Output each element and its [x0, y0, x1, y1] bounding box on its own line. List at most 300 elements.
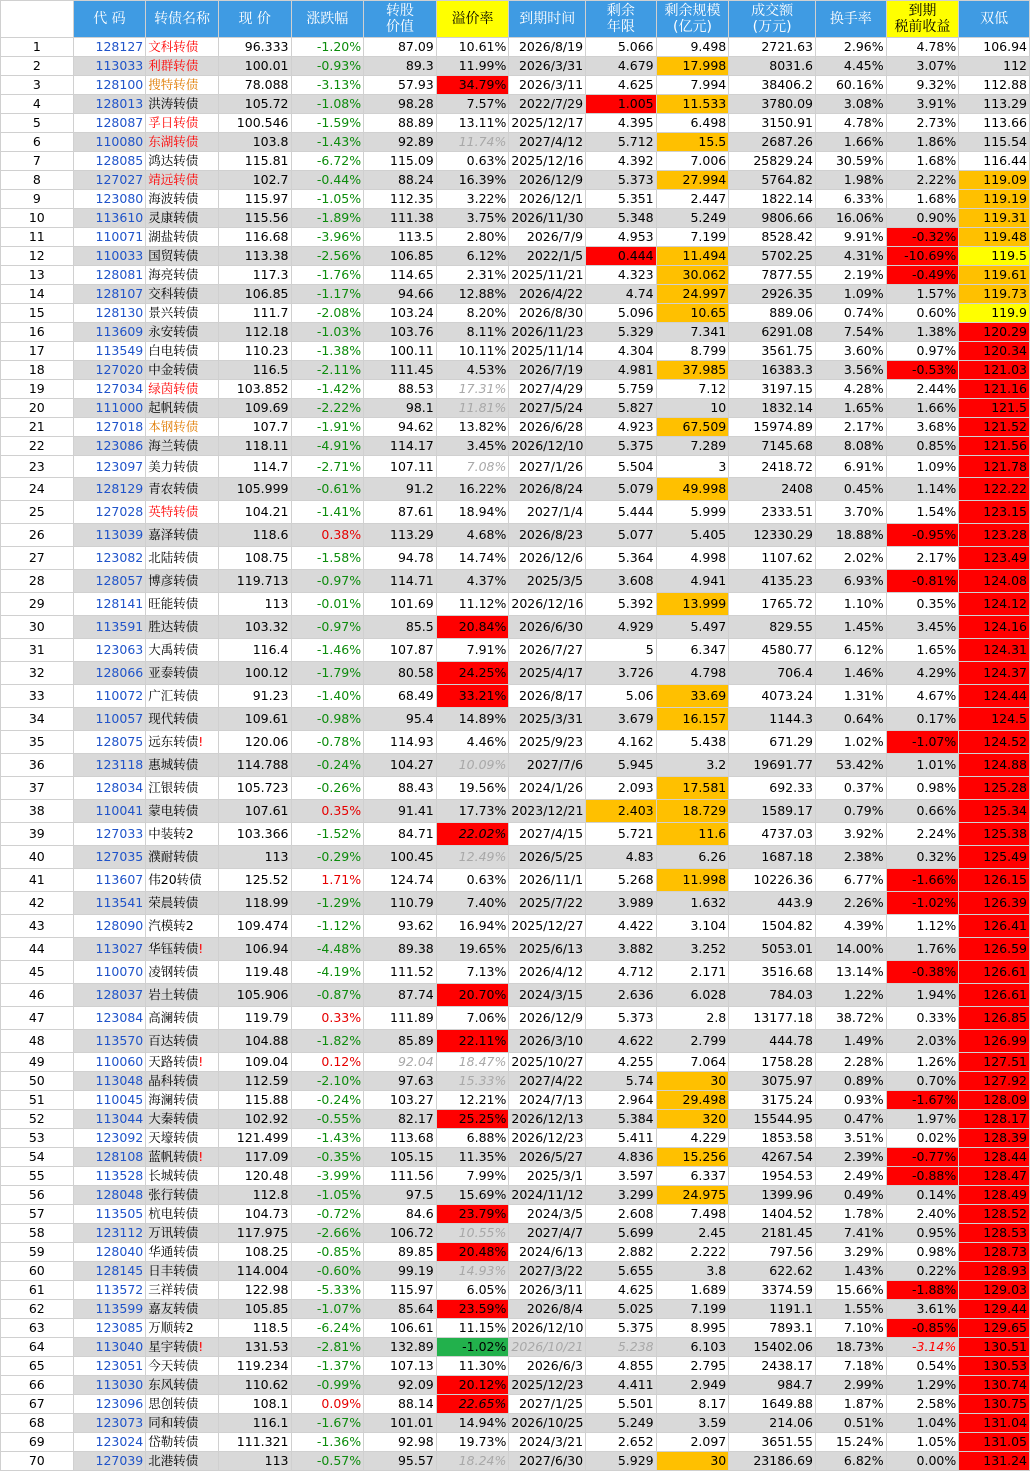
bond-name[interactable] — [146, 1091, 219, 1110]
change-pct[interactable]: 0.33% — [291, 1007, 364, 1030]
remaining-scale[interactable]: 4.798 — [656, 662, 729, 685]
remaining-years[interactable]: 2.652 — [586, 1433, 657, 1452]
change-pct[interactable]: -0.35% — [291, 1148, 364, 1167]
turnover-amount[interactable]: 2438.17 — [729, 1357, 816, 1376]
price[interactable]: 115.56 — [218, 209, 291, 228]
premium-rate[interactable]: 17.73% — [436, 800, 509, 823]
remaining-years[interactable]: 2.093 — [586, 777, 657, 800]
premium-rate[interactable]: 10.11% — [436, 342, 509, 361]
change-pct[interactable]: -1.43% — [291, 133, 364, 152]
change-pct[interactable]: -3.13% — [291, 76, 364, 95]
bond-code[interactable]: 128034 — [73, 777, 146, 800]
change-pct[interactable]: 0.09% — [291, 1395, 364, 1414]
ytm-pretax[interactable]: 1.66% — [886, 399, 959, 418]
maturity-date[interactable]: 2027/1/26 — [509, 456, 586, 478]
turnover-rate[interactable]: 9.91% — [816, 228, 887, 247]
maturity-date[interactable]: 2026/8/17 — [509, 685, 586, 708]
bond-name[interactable] — [146, 1224, 219, 1243]
table-row[interactable] — [1, 1148, 1030, 1167]
turnover-rate[interactable]: 3.92% — [816, 823, 887, 846]
turnover-amount[interactable]: 444.78 — [729, 1030, 816, 1053]
remaining-years[interactable]: 5.066 — [586, 38, 657, 57]
premium-rate[interactable]: 18.47% — [436, 1053, 509, 1072]
table-row[interactable] — [1, 1110, 1030, 1129]
remaining-years[interactable]: 2.964 — [586, 1091, 657, 1110]
turnover-amount[interactable]: 3197.15 — [729, 380, 816, 399]
premium-rate[interactable]: 14.74% — [436, 547, 509, 570]
remaining-years[interactable]: 5.655 — [586, 1262, 657, 1281]
bond-name[interactable] — [146, 152, 219, 171]
turnover-amount[interactable]: 7893.1 — [729, 1319, 816, 1338]
change-pct[interactable]: -0.97% — [291, 616, 364, 639]
bond-name[interactable] — [146, 285, 219, 304]
turnover-amount[interactable]: 8528.42 — [729, 228, 816, 247]
price[interactable]: 110.62 — [218, 1376, 291, 1395]
double-low[interactable]: 130.53 — [959, 1357, 1030, 1376]
turnover-rate[interactable]: 2.02% — [816, 547, 887, 570]
bond-name[interactable] — [146, 1148, 219, 1167]
remaining-years[interactable]: 3.679 — [586, 708, 657, 731]
maturity-date[interactable]: 2024/1/26 — [509, 777, 586, 800]
bond-code[interactable]: 113505 — [73, 1205, 146, 1224]
bond-name[interactable] — [146, 456, 219, 478]
bond-name[interactable] — [146, 1433, 219, 1452]
price[interactable]: 125.52 — [218, 869, 291, 892]
bond-name[interactable] — [146, 984, 219, 1007]
premium-rate[interactable]: 11.12% — [436, 593, 509, 616]
turnover-rate[interactable]: 6.33% — [816, 190, 887, 209]
remaining-scale[interactable]: 49.998 — [656, 478, 729, 501]
table-row[interactable] — [1, 1072, 1030, 1091]
bond-name[interactable] — [146, 209, 219, 228]
turnover-rate[interactable]: 0.47% — [816, 1110, 887, 1129]
remaining-scale[interactable]: 3.104 — [656, 915, 729, 938]
table-row[interactable] — [1, 501, 1030, 524]
bond-name[interactable] — [146, 418, 219, 437]
ytm-pretax[interactable]: 3.45% — [886, 616, 959, 639]
conversion-value[interactable]: 99.19 — [364, 1262, 437, 1281]
turnover-amount[interactable]: 23186.69 — [729, 1452, 816, 1471]
remaining-years[interactable]: 5.827 — [586, 399, 657, 418]
remaining-years[interactable]: 4.392 — [586, 152, 657, 171]
ytm-pretax[interactable]: 0.70% — [886, 1072, 959, 1091]
bond-name[interactable] — [146, 800, 219, 823]
remaining-scale[interactable]: 6.028 — [656, 984, 729, 1007]
ytm-pretax[interactable]: 2.40% — [886, 1205, 959, 1224]
bond-code[interactable]: 127027 — [73, 171, 146, 190]
ytm-pretax[interactable]: -0.95% — [886, 524, 959, 547]
conversion-value[interactable]: 92.89 — [364, 133, 437, 152]
conversion-value[interactable]: 100.45 — [364, 846, 437, 869]
premium-rate[interactable]: 10.61% — [436, 38, 509, 57]
ytm-pretax[interactable]: 3.68% — [886, 418, 959, 437]
maturity-date[interactable]: 2025/12/23 — [509, 1376, 586, 1395]
maturity-date[interactable]: 2026/11/23 — [509, 323, 586, 342]
double-low[interactable]: 123.28 — [959, 524, 1030, 547]
remaining-years[interactable]: 2.636 — [586, 984, 657, 1007]
remaining-scale[interactable]: 2.097 — [656, 1433, 729, 1452]
maturity-date[interactable]: 2026/6/3 — [509, 1357, 586, 1376]
double-low[interactable]: 123.15 — [959, 501, 1030, 524]
premium-rate[interactable]: 11.35% — [436, 1148, 509, 1167]
remaining-scale[interactable]: 5.497 — [656, 616, 729, 639]
premium-rate[interactable]: 7.40% — [436, 892, 509, 915]
table-row[interactable] — [1, 228, 1030, 247]
maturity-date[interactable]: 2027/4/29 — [509, 380, 586, 399]
remaining-scale[interactable]: 2.799 — [656, 1030, 729, 1053]
conversion-value[interactable]: 94.62 — [364, 418, 437, 437]
remaining-scale[interactable]: 6.498 — [656, 114, 729, 133]
bond-name[interactable] — [146, 304, 219, 323]
bond-name[interactable] — [146, 1357, 219, 1376]
bond-name[interactable] — [146, 1205, 219, 1224]
double-low[interactable]: 126.39 — [959, 892, 1030, 915]
change-pct[interactable]: -5.33% — [291, 1281, 364, 1300]
double-low[interactable]: 128.17 — [959, 1110, 1030, 1129]
double-low[interactable]: 119.19 — [959, 190, 1030, 209]
premium-rate[interactable]: 0.63% — [436, 152, 509, 171]
turnover-rate[interactable]: 3.29% — [816, 1243, 887, 1262]
bond-code[interactable]: 113027 — [73, 938, 146, 961]
table-row[interactable] — [1, 593, 1030, 616]
table-row[interactable] — [1, 846, 1030, 869]
premium-rate[interactable]: 4.53% — [436, 361, 509, 380]
change-pct[interactable]: -1.07% — [291, 1300, 364, 1319]
turnover-rate[interactable]: 0.64% — [816, 708, 887, 731]
remaining-scale[interactable]: 5.999 — [656, 501, 729, 524]
turnover-amount[interactable]: 1853.58 — [729, 1129, 816, 1148]
premium-rate[interactable]: 2.80% — [436, 228, 509, 247]
turnover-amount[interactable]: 1107.62 — [729, 547, 816, 570]
remaining-years[interactable]: 5.375 — [586, 1319, 657, 1338]
table-row[interactable] — [1, 152, 1030, 171]
premium-rate[interactable]: 11.15% — [436, 1319, 509, 1338]
bond-code[interactable]: 128145 — [73, 1262, 146, 1281]
double-low[interactable]: 125.38 — [959, 823, 1030, 846]
maturity-date[interactable]: 2025/7/22 — [509, 892, 586, 915]
conversion-value[interactable]: 89.38 — [364, 938, 437, 961]
ytm-pretax[interactable]: 1.76% — [886, 938, 959, 961]
premium-rate[interactable]: 19.56% — [436, 777, 509, 800]
price[interactable]: 109.474 — [218, 915, 291, 938]
double-low[interactable]: 131.04 — [959, 1414, 1030, 1433]
ytm-pretax[interactable]: 1.09% — [886, 456, 959, 478]
price[interactable]: 102.7 — [218, 171, 291, 190]
ytm-pretax[interactable]: 0.85% — [886, 437, 959, 456]
turnover-rate[interactable]: 1.66% — [816, 133, 887, 152]
turnover-amount[interactable]: 1649.88 — [729, 1395, 816, 1414]
remaining-years[interactable]: 3.882 — [586, 938, 657, 961]
turnover-amount[interactable]: 1504.82 — [729, 915, 816, 938]
premium-rate[interactable]: 17.31% — [436, 380, 509, 399]
turnover-rate[interactable]: 1.98% — [816, 171, 887, 190]
price[interactable]: 105.72 — [218, 95, 291, 114]
maturity-date[interactable]: 2027/6/30 — [509, 1452, 586, 1471]
remaining-years[interactable]: 1.005 — [586, 95, 657, 114]
turnover-amount[interactable]: 15974.89 — [729, 418, 816, 437]
bond-code[interactable]: 127033 — [73, 823, 146, 846]
conversion-value[interactable]: 89.3 — [364, 57, 437, 76]
change-pct[interactable]: -1.67% — [291, 1414, 364, 1433]
turnover-amount[interactable]: 2687.26 — [729, 133, 816, 152]
ytm-pretax[interactable]: 1.68% — [886, 190, 959, 209]
bond-code[interactable]: 111000 — [73, 399, 146, 418]
remaining-scale[interactable]: 30 — [656, 1072, 729, 1091]
conversion-value[interactable]: 113.29 — [364, 524, 437, 547]
remaining-scale[interactable]: 8.799 — [656, 342, 729, 361]
header-turnover-rate[interactable]: 换手率 — [816, 1, 887, 38]
turnover-amount[interactable]: 797.56 — [729, 1243, 816, 1262]
bond-code[interactable]: 128057 — [73, 570, 146, 593]
change-pct[interactable]: -1.03% — [291, 323, 364, 342]
conversion-value[interactable]: 110.79 — [364, 892, 437, 915]
bond-name[interactable] — [146, 915, 219, 938]
maturity-date[interactable]: 2026/6/30 — [509, 616, 586, 639]
maturity-date[interactable]: 2026/12/13 — [509, 1110, 586, 1129]
price[interactable]: 116.4 — [218, 639, 291, 662]
turnover-amount[interactable]: 2333.51 — [729, 501, 816, 524]
turnover-rate[interactable]: 6.77% — [816, 869, 887, 892]
conversion-value[interactable]: 106.61 — [364, 1319, 437, 1338]
table-row[interactable] — [1, 823, 1030, 846]
ytm-pretax[interactable]: -10.69% — [886, 247, 959, 266]
premium-rate[interactable]: 11.30% — [436, 1357, 509, 1376]
premium-rate[interactable]: 11.74% — [436, 133, 509, 152]
bond-name[interactable] — [146, 478, 219, 501]
bond-name[interactable] — [146, 1262, 219, 1281]
change-pct[interactable]: -0.44% — [291, 171, 364, 190]
double-low[interactable]: 126.99 — [959, 1030, 1030, 1053]
remaining-years[interactable]: 5.329 — [586, 323, 657, 342]
premium-rate[interactable]: 22.02% — [436, 823, 509, 846]
double-low[interactable]: 131.05 — [959, 1433, 1030, 1452]
maturity-date[interactable]: 2026/10/25 — [509, 1414, 586, 1433]
remaining-years[interactable]: 5.077 — [586, 524, 657, 547]
bond-code[interactable]: 113609 — [73, 323, 146, 342]
maturity-date[interactable]: 2025/12/17 — [509, 114, 586, 133]
remaining-scale[interactable]: 3.2 — [656, 754, 729, 777]
turnover-rate[interactable]: 1.31% — [816, 685, 887, 708]
remaining-scale[interactable]: 29.498 — [656, 1091, 729, 1110]
premium-rate[interactable]: 10.55% — [436, 1224, 509, 1243]
bond-code[interactable]: 127039 — [73, 1452, 146, 1471]
maturity-date[interactable]: 2026/8/19 — [509, 38, 586, 57]
change-pct[interactable]: -0.24% — [291, 754, 364, 777]
remaining-years[interactable]: 5.351 — [586, 190, 657, 209]
remaining-years[interactable]: 5.025 — [586, 1300, 657, 1319]
double-low[interactable]: 124.12 — [959, 593, 1030, 616]
ytm-pretax[interactable]: 4.67% — [886, 685, 959, 708]
change-pct[interactable]: -1.36% — [291, 1433, 364, 1452]
remaining-years[interactable]: 5.721 — [586, 823, 657, 846]
change-pct[interactable]: -0.60% — [291, 1262, 364, 1281]
table-row[interactable] — [1, 800, 1030, 823]
bond-code[interactable]: 113572 — [73, 1281, 146, 1300]
remaining-years[interactable]: 3.597 — [586, 1167, 657, 1186]
premium-rate[interactable]: 0.63% — [436, 869, 509, 892]
premium-rate[interactable]: 25.25% — [436, 1110, 509, 1129]
remaining-years[interactable]: 5.392 — [586, 593, 657, 616]
double-low[interactable]: 128.44 — [959, 1148, 1030, 1167]
change-pct[interactable]: -2.10% — [291, 1072, 364, 1091]
conversion-value[interactable]: 107.13 — [364, 1357, 437, 1376]
turnover-rate[interactable]: 2.38% — [816, 846, 887, 869]
remaining-years[interactable]: 3.989 — [586, 892, 657, 915]
turnover-rate[interactable]: 15.24% — [816, 1433, 887, 1452]
double-low[interactable]: 126.59 — [959, 938, 1030, 961]
bond-name[interactable] — [146, 1414, 219, 1433]
turnover-amount[interactable]: 4580.77 — [729, 639, 816, 662]
bond-code[interactable]: 113541 — [73, 892, 146, 915]
ytm-pretax[interactable]: -1.67% — [886, 1091, 959, 1110]
table-row[interactable] — [1, 1338, 1030, 1357]
bond-code[interactable]: 128090 — [73, 915, 146, 938]
premium-rate[interactable]: 7.57% — [436, 95, 509, 114]
premium-rate[interactable]: 19.73% — [436, 1433, 509, 1452]
double-low[interactable]: 119.48 — [959, 228, 1030, 247]
change-pct[interactable]: -1.89% — [291, 209, 364, 228]
maturity-date[interactable]: 2026/8/30 — [509, 304, 586, 323]
bond-name[interactable] — [146, 1452, 219, 1471]
remaining-scale[interactable]: 7.12 — [656, 380, 729, 399]
remaining-scale[interactable]: 6.103 — [656, 1338, 729, 1357]
remaining-years[interactable]: 5.268 — [586, 869, 657, 892]
maturity-date[interactable]: 2027/5/24 — [509, 399, 586, 418]
premium-rate[interactable]: 7.08% — [436, 456, 509, 478]
turnover-amount[interactable]: 1758.28 — [729, 1053, 816, 1072]
turnover-rate[interactable]: 1.09% — [816, 285, 887, 304]
maturity-date[interactable]: 2026/3/31 — [509, 57, 586, 76]
bond-name[interactable] — [146, 1319, 219, 1338]
premium-rate[interactable]: 22.11% — [436, 1030, 509, 1053]
ytm-pretax[interactable]: -1.88% — [886, 1281, 959, 1300]
table-row[interactable] — [1, 1091, 1030, 1110]
premium-rate[interactable]: 7.91% — [436, 639, 509, 662]
remaining-years[interactable]: 5.504 — [586, 456, 657, 478]
conversion-value[interactable]: 113.5 — [364, 228, 437, 247]
price[interactable]: 119.48 — [218, 961, 291, 984]
maturity-date[interactable]: 2026/6/28 — [509, 418, 586, 437]
remaining-scale[interactable]: 18.729 — [656, 800, 729, 823]
price[interactable]: 122.98 — [218, 1281, 291, 1300]
conversion-value[interactable]: 88.14 — [364, 1395, 437, 1414]
bond-code[interactable]: 113549 — [73, 342, 146, 361]
remaining-years[interactable]: 4.411 — [586, 1376, 657, 1395]
maturity-date[interactable]: 2026/12/1 — [509, 190, 586, 209]
table-row[interactable] — [1, 1053, 1030, 1072]
bond-code[interactable]: 128081 — [73, 266, 146, 285]
bond-name[interactable] — [146, 171, 219, 190]
table-row[interactable] — [1, 361, 1030, 380]
double-low[interactable]: 119.9 — [959, 304, 1030, 323]
table-row[interactable] — [1, 1376, 1030, 1395]
bond-name[interactable] — [146, 777, 219, 800]
bond-code[interactable]: 128130 — [73, 304, 146, 323]
turnover-amount[interactable]: 3374.59 — [729, 1281, 816, 1300]
premium-rate[interactable]: 14.89% — [436, 708, 509, 731]
turnover-rate[interactable]: 6.82% — [816, 1452, 887, 1471]
remaining-scale[interactable]: 30 — [656, 1452, 729, 1471]
premium-rate[interactable]: -1.02% — [436, 1338, 509, 1357]
remaining-scale[interactable]: 10.65 — [656, 304, 729, 323]
turnover-amount[interactable]: 38406.2 — [729, 76, 816, 95]
remaining-years[interactable]: 4.981 — [586, 361, 657, 380]
ytm-pretax[interactable]: 0.02% — [886, 1129, 959, 1148]
double-low[interactable]: 127.92 — [959, 1072, 1030, 1091]
maturity-date[interactable]: 2026/8/23 — [509, 524, 586, 547]
conversion-value[interactable]: 112.35 — [364, 190, 437, 209]
price[interactable]: 119.713 — [218, 570, 291, 593]
turnover-rate[interactable]: 6.93% — [816, 570, 887, 593]
remaining-scale[interactable]: 10 — [656, 399, 729, 418]
remaining-years[interactable]: 4.929 — [586, 616, 657, 639]
double-low[interactable]: 126.41 — [959, 915, 1030, 938]
price[interactable]: 108.25 — [218, 1243, 291, 1262]
maturity-date[interactable]: 2026/11/1 — [509, 869, 586, 892]
bond-code[interactable]: 110057 — [73, 708, 146, 731]
turnover-rate[interactable]: 1.43% — [816, 1262, 887, 1281]
bond-code[interactable]: 127035 — [73, 846, 146, 869]
bond-code[interactable]: 123085 — [73, 1319, 146, 1338]
premium-rate[interactable]: 3.75% — [436, 209, 509, 228]
maturity-date[interactable]: 2024/3/5 — [509, 1205, 586, 1224]
maturity-date[interactable]: 2027/3/22 — [509, 1262, 586, 1281]
table-row[interactable] — [1, 1186, 1030, 1205]
turnover-rate[interactable]: 3.70% — [816, 501, 887, 524]
table-row[interactable] — [1, 961, 1030, 984]
conversion-value[interactable]: 87.61 — [364, 501, 437, 524]
maturity-date[interactable]: 2027/7/6 — [509, 754, 586, 777]
double-low[interactable]: 119.73 — [959, 285, 1030, 304]
bond-code[interactable]: 123097 — [73, 456, 146, 478]
remaining-scale[interactable]: 7.006 — [656, 152, 729, 171]
turnover-amount[interactable]: 5764.82 — [729, 171, 816, 190]
change-pct[interactable]: -3.96% — [291, 228, 364, 247]
price[interactable]: 119.234 — [218, 1357, 291, 1376]
bond-code[interactable]: 113570 — [73, 1030, 146, 1053]
table-row[interactable] — [1, 1414, 1030, 1433]
ytm-pretax[interactable]: -1.02% — [886, 892, 959, 915]
conversion-value[interactable]: 101.69 — [364, 593, 437, 616]
ytm-pretax[interactable]: 4.78% — [886, 38, 959, 57]
bond-name[interactable] — [146, 524, 219, 547]
ytm-pretax[interactable]: 1.12% — [886, 915, 959, 938]
turnover-rate[interactable]: 18.73% — [816, 1338, 887, 1357]
change-pct[interactable]: -0.24% — [291, 1091, 364, 1110]
price[interactable]: 105.906 — [218, 984, 291, 1007]
double-low[interactable]: 124.52 — [959, 731, 1030, 754]
ytm-pretax[interactable]: 3.61% — [886, 1300, 959, 1319]
bond-name[interactable] — [146, 1053, 219, 1072]
table-row[interactable] — [1, 285, 1030, 304]
change-pct[interactable]: -0.98% — [291, 708, 364, 731]
bond-name[interactable] — [146, 731, 219, 754]
conversion-value[interactable]: 84.71 — [364, 823, 437, 846]
turnover-rate[interactable]: 53.42% — [816, 754, 887, 777]
turnover-amount[interactable]: 3516.68 — [729, 961, 816, 984]
bond-name[interactable] — [146, 846, 219, 869]
price[interactable]: 105.723 — [218, 777, 291, 800]
conversion-value[interactable]: 88.43 — [364, 777, 437, 800]
remaining-years[interactable]: 5.444 — [586, 501, 657, 524]
bond-code[interactable]: 110060 — [73, 1053, 146, 1072]
premium-rate[interactable]: 12.21% — [436, 1091, 509, 1110]
table-row[interactable] — [1, 247, 1030, 266]
remaining-scale[interactable]: 27.994 — [656, 171, 729, 190]
remaining-scale[interactable]: 6.347 — [656, 639, 729, 662]
price[interactable]: 113 — [218, 846, 291, 869]
premium-rate[interactable]: 4.46% — [436, 731, 509, 754]
